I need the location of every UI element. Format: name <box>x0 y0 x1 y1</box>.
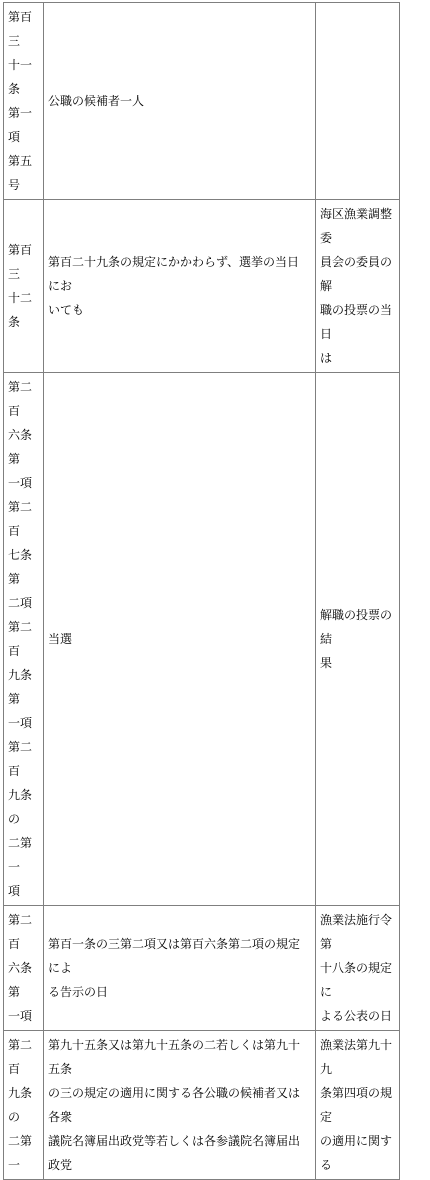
original-text: 第九十五条又は第九十五条の二若しくは第九十五条 の三の規定の適用に関する各公職の候補者又は各衆 議院名簿届出政党等若しくは各参議院名簿届出政党 <box>48 1038 301 1172</box>
article-cell <box>4 1031 44 1180</box>
replacement-text: 海区漁業調整委 員会の委員の解 職の投票の当日 は <box>320 207 393 365</box>
original-text-cell <box>44 200 316 373</box>
original-text: 第百一条の三第二項又は第百六条第二項の規定によ る告示の日 <box>48 937 301 999</box>
original-text-cell <box>44 1031 316 1180</box>
replacement-text: 漁業法第九十九 条第四項の規定 の適用に関する <box>320 1038 393 1172</box>
article-text: 第二百 九条の 二第一 <box>8 1038 33 1172</box>
provisions-table <box>3 2 400 1180</box>
article-cell <box>4 906 44 1031</box>
table-row <box>4 1031 400 1180</box>
original-text: 公職の候補者一人 <box>48 94 145 108</box>
table-row <box>4 906 400 1031</box>
article-text: 第百三 十二条 <box>8 243 33 329</box>
replacement-text: 漁業法施行令第 十八条の規定に よる公表の日 <box>320 913 393 1023</box>
replacement-text-cell <box>316 906 400 1031</box>
table-row <box>4 373 400 906</box>
article-cell <box>4 373 44 906</box>
article-text: 第百三 十一条 第一項 第五号 <box>8 10 33 192</box>
replacement-text-cell <box>316 200 400 373</box>
article-text: 第二百 六条第 一項 第二百 七条第 二項 第二百 九条第 一項 第二百 九条の 二第一 項 <box>8 380 33 898</box>
original-text: 第百二十九条の規定にかかわらず、選挙の当日にお いても <box>48 255 300 317</box>
original-text: 当選 <box>48 632 73 646</box>
replacement-text-cell <box>316 373 400 906</box>
table-row <box>4 200 400 373</box>
replacement-text-cell <box>316 1031 400 1180</box>
article-cell <box>4 200 44 373</box>
original-text-cell <box>44 906 316 1031</box>
article-cell <box>4 3 44 200</box>
replacement-text-cell <box>316 3 400 200</box>
table-row <box>4 3 400 200</box>
replacement-text: 解職の投票の結 果 <box>320 608 393 670</box>
original-text-cell <box>44 3 316 200</box>
original-text-cell <box>44 373 316 906</box>
article-text: 第二百 六条第 一項 <box>8 913 33 1023</box>
